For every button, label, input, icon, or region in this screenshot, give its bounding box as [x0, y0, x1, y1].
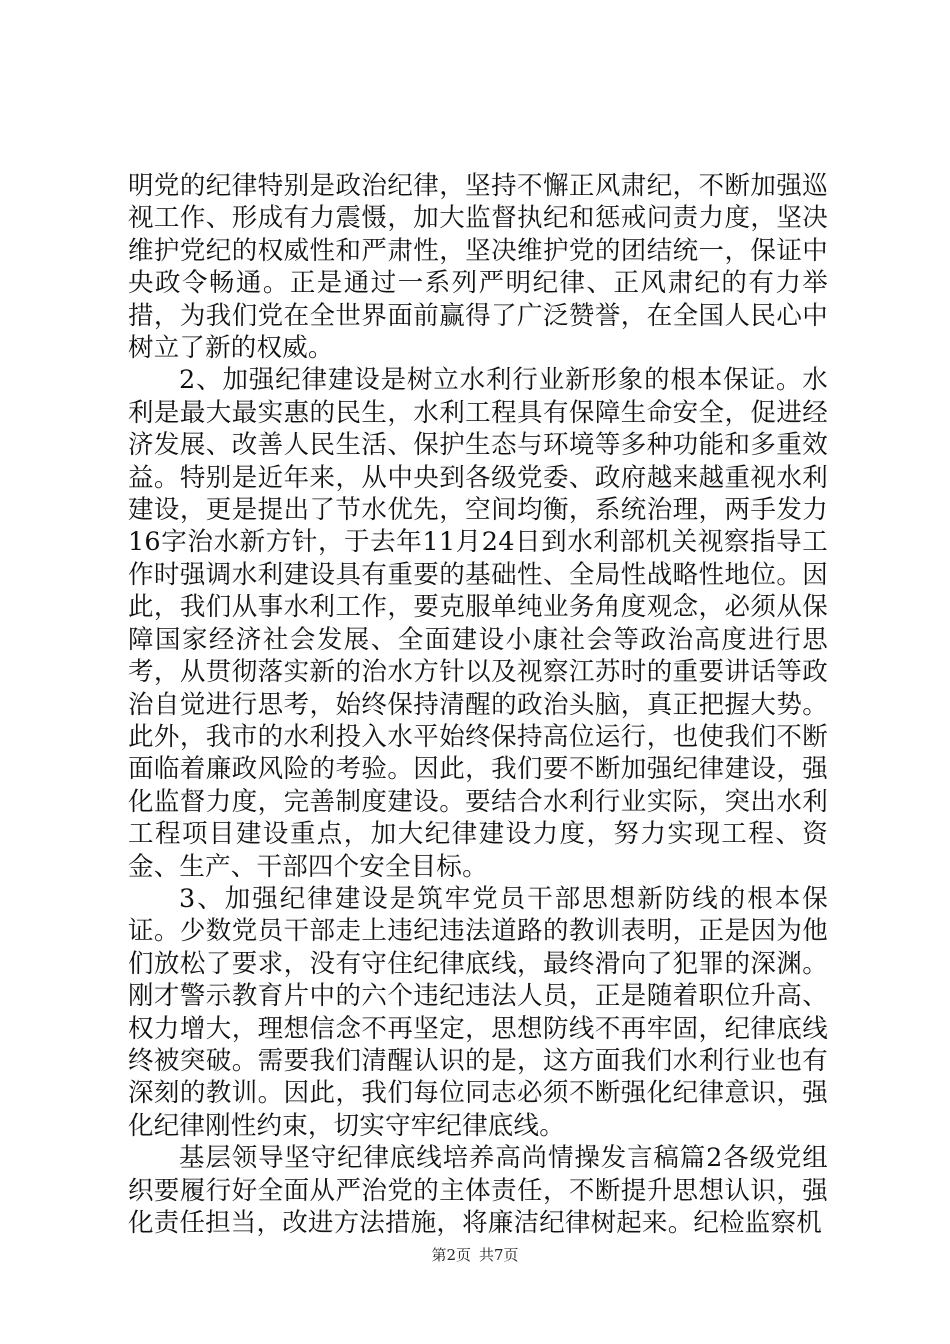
page-footer — [0, 1245, 950, 1265]
paragraph-point-3: 3、加强纪律建设是筑牢党员干部思想新防线的根本保证。少数党员干部走上违纪违法道路的教训表明，正是因为他们放松了要求，没有守住纪律底线，最终滑向了犯罪的深渊。刚才警示教育片中的六个违纪违法人员，正是随着职位升高、权力增大，理想信念不再坚定，思想防线不再牢固，纪律底线终被突破。需要我们清醒认识的是，这方面我们水利行业也有深刻的教训。因此，我们每位同志必须不断强化纪律意识，强化纪律刚性约束，切实守牢纪律底线。 — [128, 883, 828, 1141]
page-total: 共7页 — [479, 1246, 519, 1264]
paragraph-point-2: 2、加强纪律建设是树立水利行业新形象的根本保证。水利是最大最实惠的民生，水利工程具有保障生命安全，促进经济发展、改善人民生活、保护生态与环境等多种功能和多重效益。特别是近年来，从中央到各级党委、政府越来越重视水利建设，更是提出了节水优先，空间均衡，系统治理，两手发力16字治水新方针，于去年11月24日到水利部机关视察指导工作时强调水利建设具有重要的基础性、全局性战略性地位。因此，我们从事水利工作，要克服单纯业务角度观念，必须从保障国家经济社会发展、全面建设小康社会等政治高度进行思考，从贯彻落实新的治水方针以及视察江苏时的重要讲话等政治自觉进行思考，始终保持清醒的政治头脑，真正把握大势。此外，我市的水利投入水平始终保持高位运行，也使我们不断面临着廉政风险的考验。因此，我们要不断加强纪律建设，强化监督力度，完善制度建设。要结合水利行业实际，突出水利工程项目建设重点，加大纪律建设力度，努力实现工程、资金、生产、干部四个安全目标。 — [128, 365, 828, 882]
document-body — [128, 170, 828, 1239]
paragraph-continuation: 明党的纪律特别是政治纪律，坚持不懈正风肃纪，不断加强巡视工作、形成有力震慑，加大监督执纪和惩戒问责力度，坚决维护党纪的权威性和严肃性，坚决维护党的团结统一，保证中央政令畅通。正是通过一系列严明纪律、正风肃纪的有力举措，为我们党在全世界面前赢得了广泛赞誉，在全国人民心中树立了新的权威。 — [128, 171, 828, 364]
page-number: 第2页 — [431, 1246, 471, 1264]
paragraph-section-2: 基层领导坚守纪律底线培养高尚情操发言稿篇2各级党组织要履行好全面从严治党的主体责任，不断提升思想认识，强化责任担当，改进方法措施，将廉洁纪律树起来。纪检监察机 — [128, 1143, 828, 1238]
